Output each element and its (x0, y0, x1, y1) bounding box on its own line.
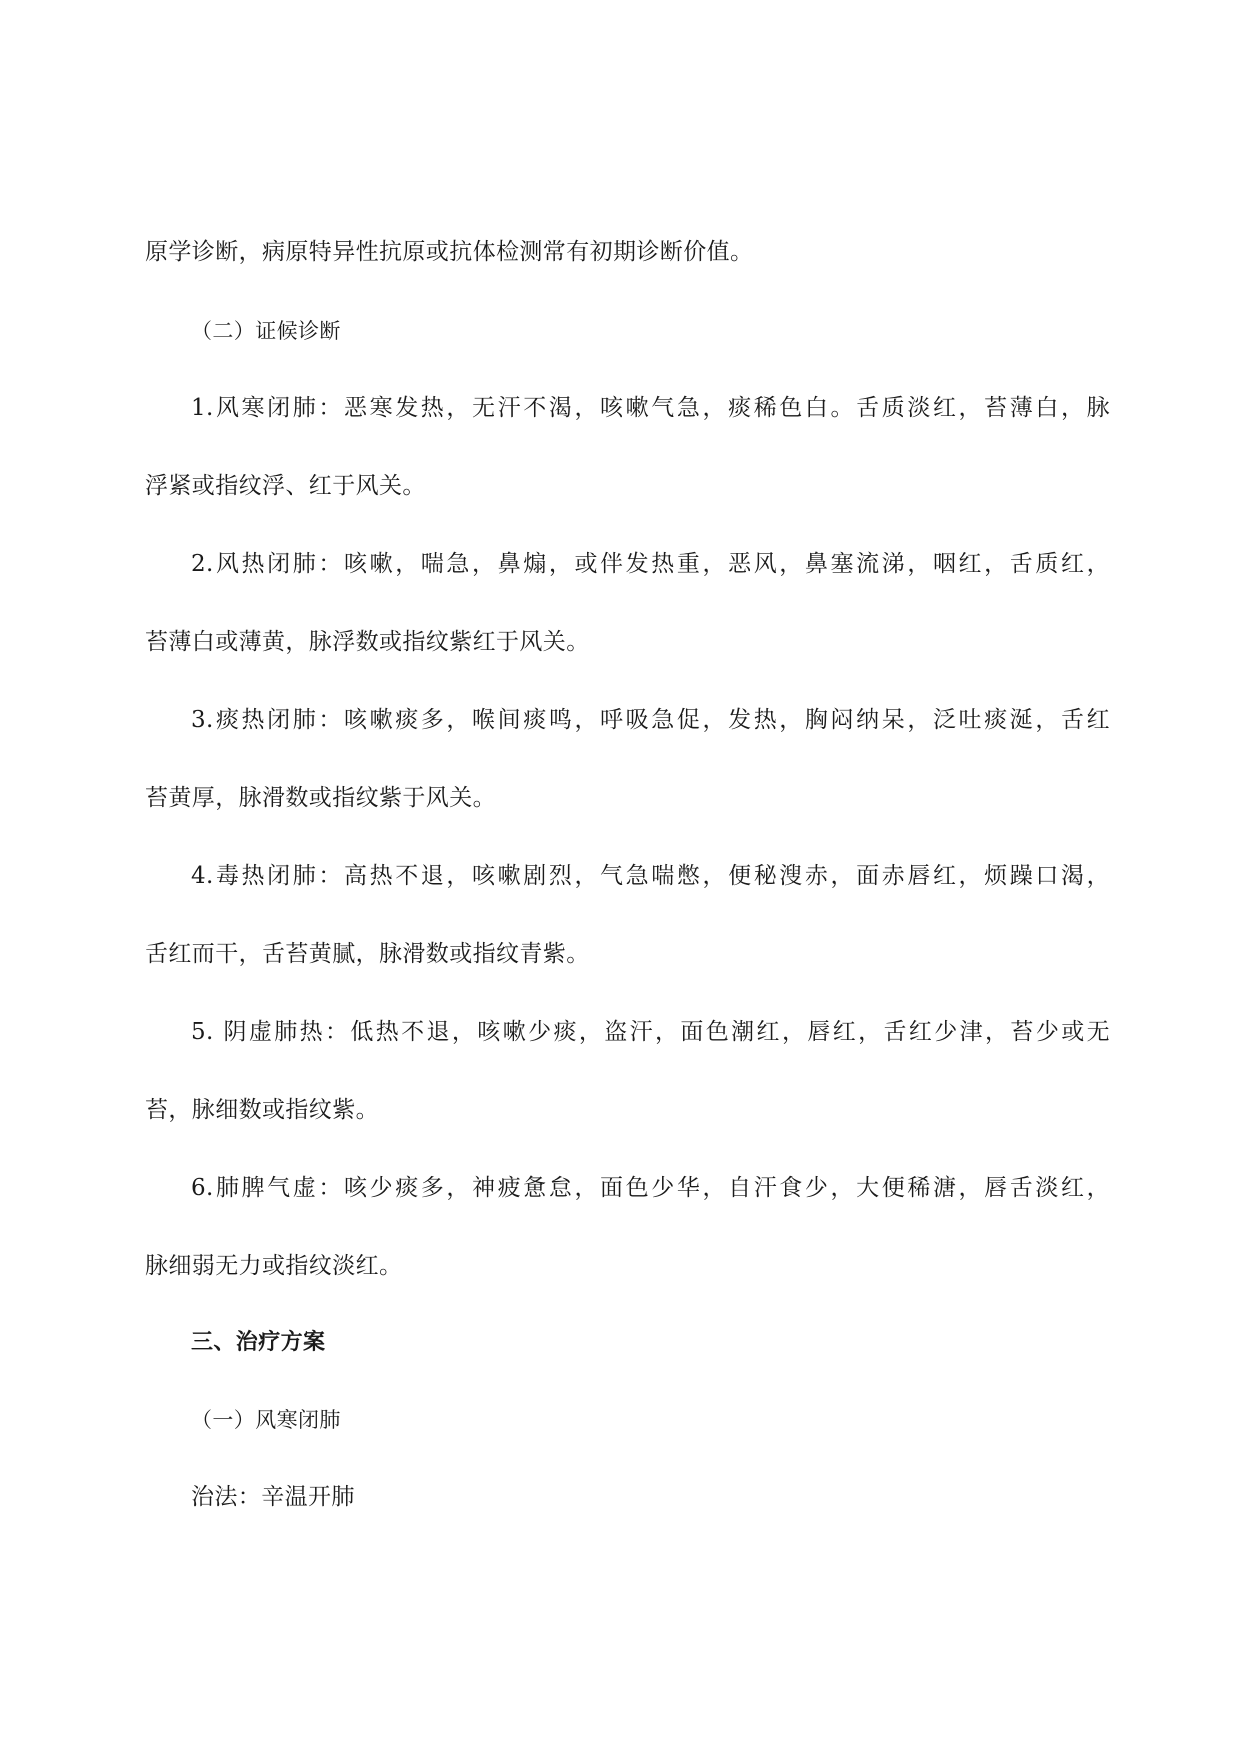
paragraph-line: 舌红而干，舌苔黄腻，脉滑数或指纹青紫。 (145, 941, 590, 967)
subsection-heading: （一）风寒闭肺 (191, 1408, 341, 1432)
paragraph-line: 3.痰热闭肺：咳嗽痰多，喉间痰鸣，呼吸急促，发热，胸闷纳呆，泛吐痰涎，舌红 (191, 707, 1110, 733)
paragraph-line: 苔薄白或薄黄，脉浮数或指纹紫红于风关。 (145, 629, 590, 655)
paragraph-line: 苔黄厚，脉滑数或指纹紫于风关。 (145, 785, 496, 811)
paragraph-line: 浮紧或指纹浮、红于风关。 (145, 473, 426, 499)
paragraph-line: 2.风热闭肺：咳嗽，喘急，鼻煽，或伴发热重，恶风，鼻塞流涕，咽红，舌质红， (191, 551, 1110, 577)
paragraph-line: 治法：辛温开肺 (191, 1484, 355, 1510)
paragraph-line: 5. 阴虚肺热：低热不退，咳嗽少痰，盗汗，面色潮红，唇红，舌红少津，苔少或无 (191, 1019, 1110, 1045)
section-heading: （二）证候诊断 (191, 319, 341, 343)
paragraph-line: 6.肺脾气虚：咳少痰多，神疲惫怠，面色少华，自汗食少，大便稀溏，唇舌淡红， (191, 1175, 1110, 1201)
paragraph-line: 1.风寒闭肺：恶寒发热，无汗不渴，咳嗽气急，痰稀色白。舌质淡红，苔薄白，脉 (191, 395, 1110, 421)
paragraph-line: 原学诊断，病原特异性抗原或抗体检测常有初期诊断价值。 (145, 239, 754, 265)
paragraph-line: 脉细弱无力或指纹淡红。 (145, 1253, 403, 1279)
paragraph-line: 苔，脉细数或指纹紫。 (145, 1097, 379, 1123)
section-title: 三、治疗方案 (191, 1330, 326, 1355)
paragraph-line: 4.毒热闭肺：高热不退，咳嗽剧烈，气急喘憋，便秘溲赤，面赤唇红，烦躁口渴， (191, 863, 1110, 889)
